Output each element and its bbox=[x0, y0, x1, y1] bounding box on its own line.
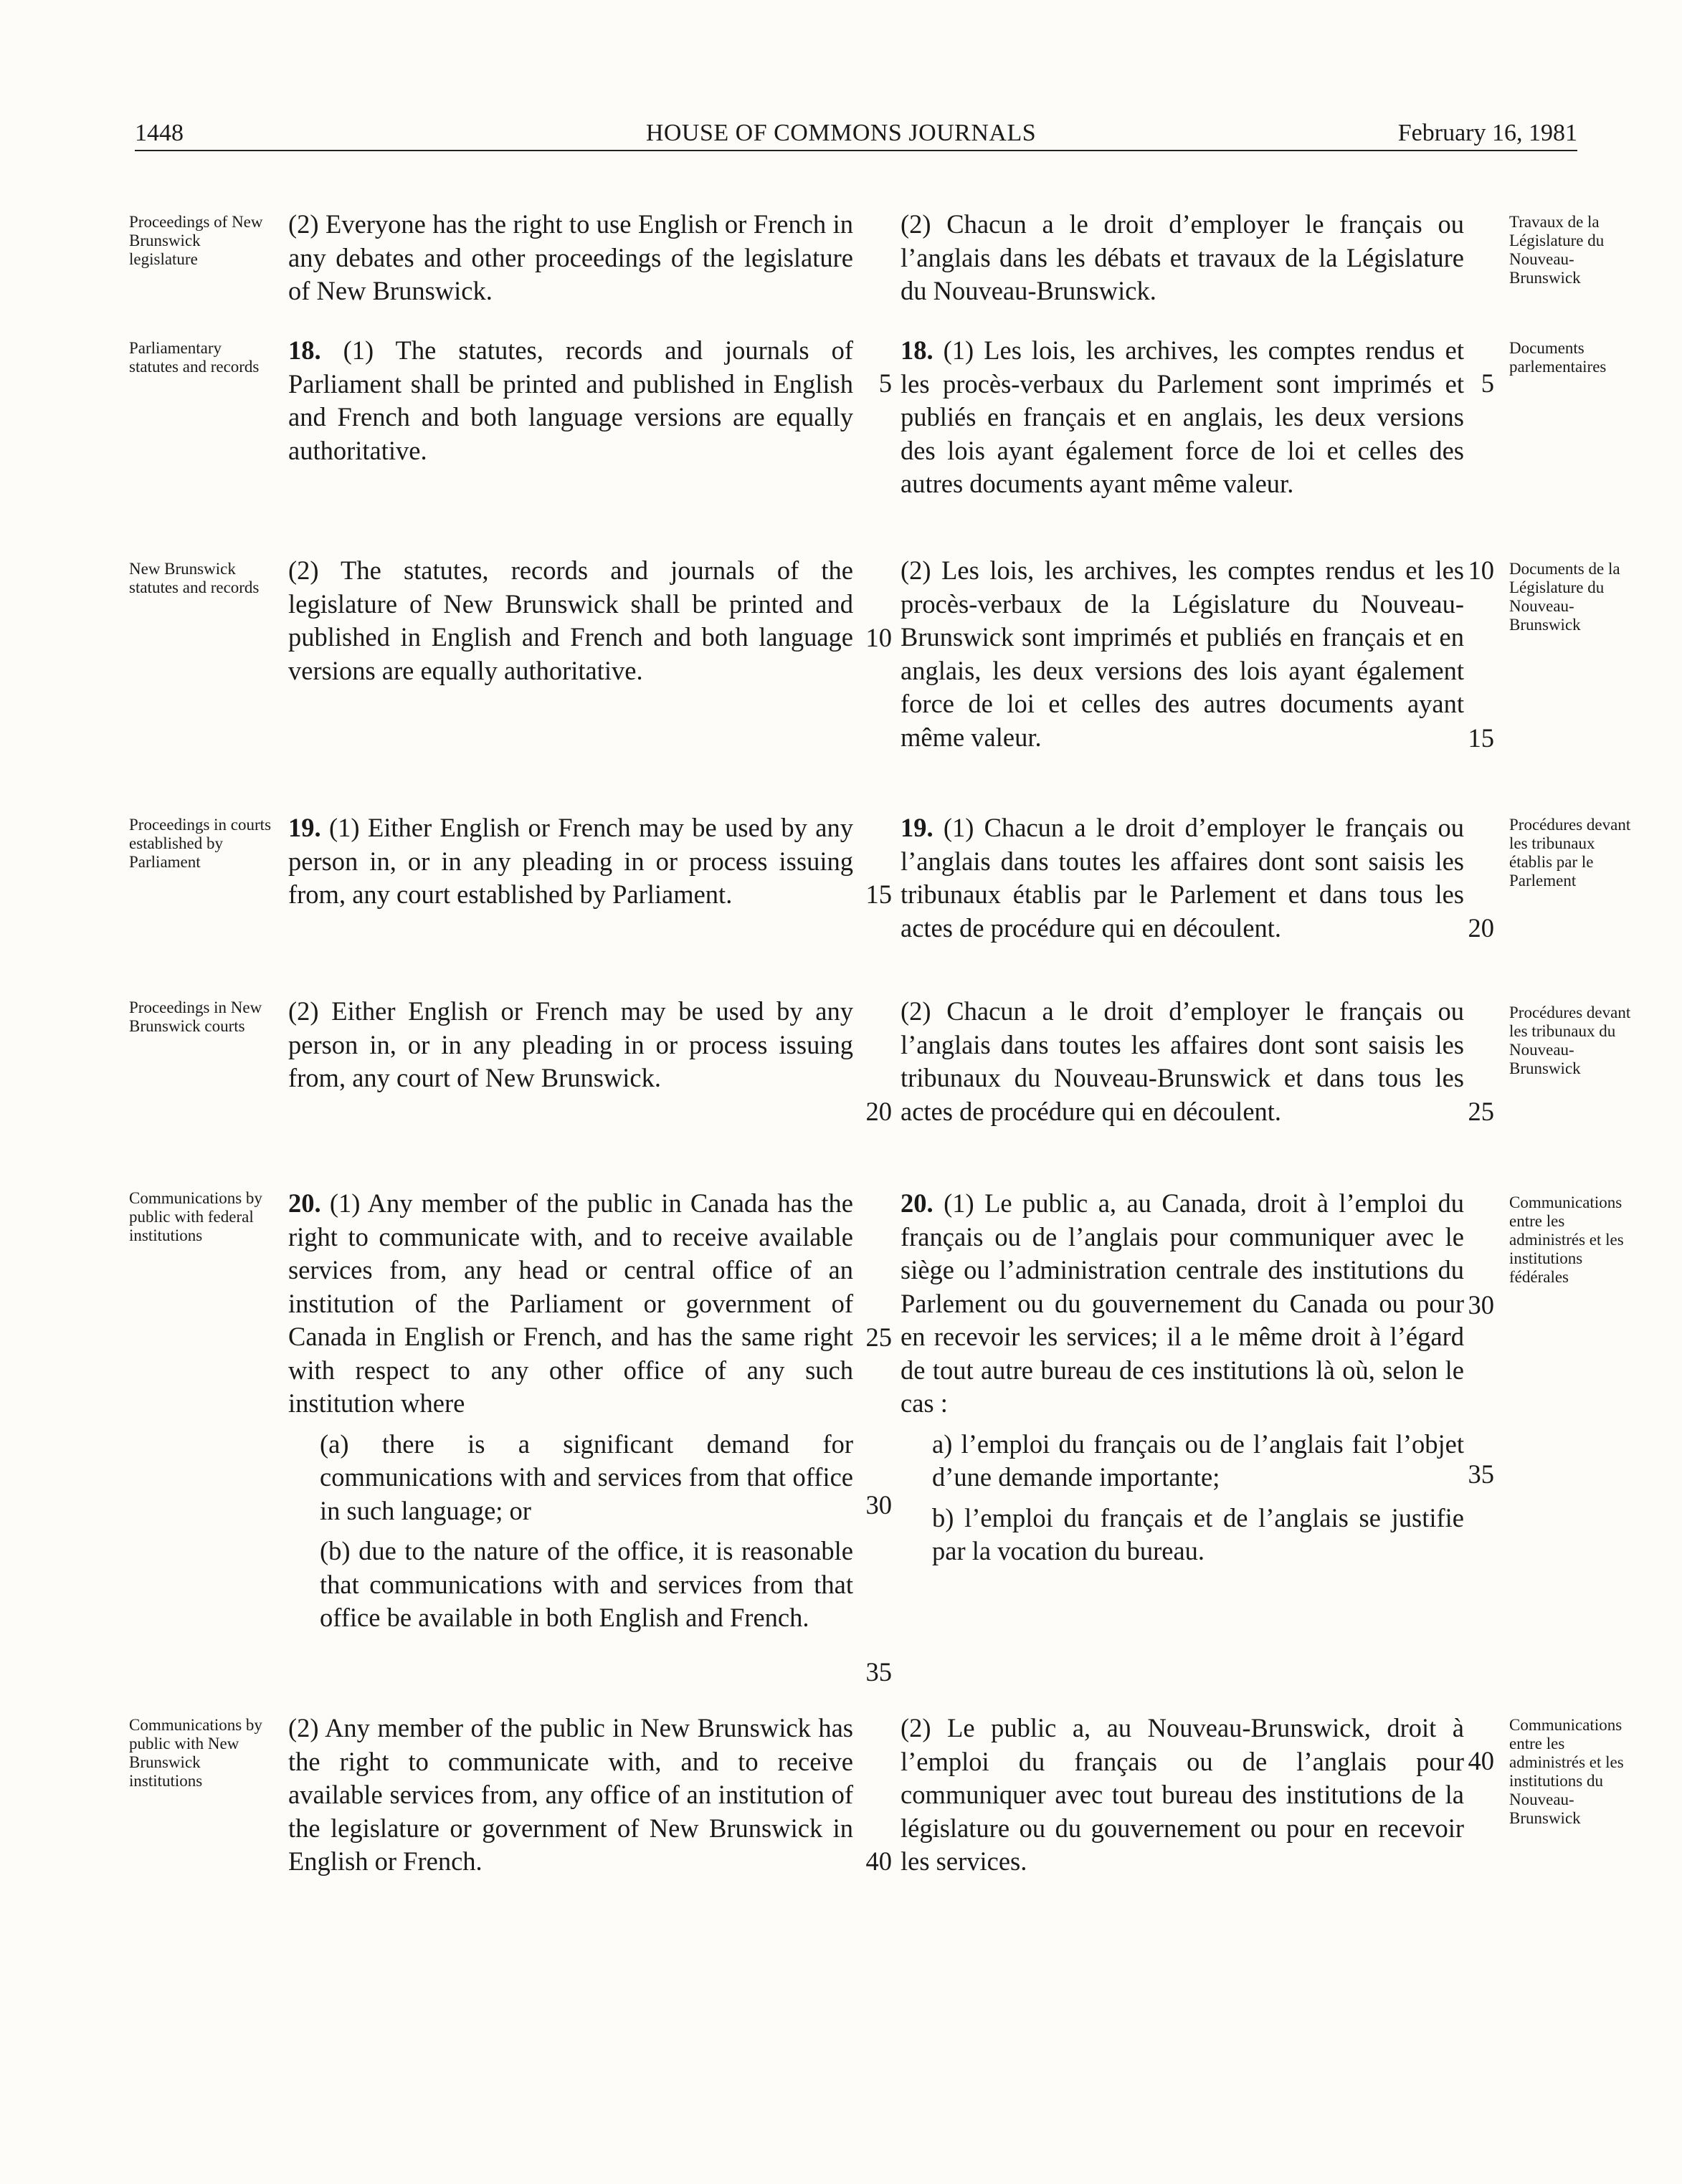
margin-note-en: New Brunswick statutes and records bbox=[129, 560, 260, 596]
paragraph-en: (1) The statutes, records and journals of Parliament shall be printed and published in English and French and both language versions are equally authoritative. bbox=[288, 335, 853, 465]
section-text-en bbox=[288, 1712, 853, 1879]
line-number-en: 20 bbox=[865, 1097, 892, 1126]
clause-a-en: (a) there is a significant demand for communications with and services from that office in such language; or bbox=[320, 1429, 854, 1525]
line-number-fr: 25 bbox=[1468, 1097, 1494, 1126]
line-number-en: 10 bbox=[865, 623, 892, 652]
journal-title: HOUSE OF COMMONS JOURNALS bbox=[645, 120, 1037, 146]
section-text-en bbox=[288, 995, 853, 1095]
paragraph-fr: (1) Les lois, les archives, les comptes rendus et les procès-verbaux du Parlement sont imprimés et publiés en français et en anglais, les deux versions des lois ayant également force de loi et celles des autres documents ayant même valeur. bbox=[901, 335, 1464, 498]
margin-note-en: Communications by public with New Brunswick institutions bbox=[129, 1716, 262, 1790]
section-number: 18. bbox=[288, 335, 321, 365]
clause-b-fr: b) l’emploi du français et de l’anglais se justifie par la vocation du bureau. bbox=[932, 1502, 1465, 1565]
line-number-en: 30 bbox=[865, 1490, 892, 1520]
paragraph-fr: (2) Chacun a le droit d’employer le français ou l’anglais dans les débats et travaux de la Législature du Nouveau-Brunswick. bbox=[901, 209, 1464, 305]
margin-note-fr: Documents parlementaires bbox=[1509, 339, 1607, 376]
section-text-fr bbox=[901, 1712, 1464, 1879]
line-number-en: 35 bbox=[865, 1657, 892, 1687]
paragraph-en: (2) The statutes, records and journals of the legislature of New Brunswick shall be printed and published in English and French and both language versions are equally authoritative. bbox=[288, 555, 853, 685]
margin-note-fr: Communications entre les administrés et les institutions fédérales bbox=[1509, 1193, 1624, 1286]
margin-note-en: Proceedings in New Brunswick courts bbox=[129, 998, 262, 1035]
line-number-fr: 20 bbox=[1468, 913, 1494, 943]
section-text-fr bbox=[901, 334, 1464, 501]
paragraph-fr: (1) Chacun a le droit d’employer le français ou l’anglais dans toutes les affaires dont sont saisis les tribunaux établis par le Parlement et dans tous les actes de procédure qui en découlent. bbox=[901, 813, 1464, 943]
line-number-en: 40 bbox=[865, 1846, 892, 1876]
line-number-en: 25 bbox=[865, 1322, 892, 1352]
margin-note-en: Communications by public with federal institutions bbox=[129, 1189, 262, 1244]
margin-note-fr: Documents de la Législature du Nouveau-Brunswick bbox=[1509, 560, 1620, 634]
paragraph-fr: (2) Chacun a le droit d’employer le français ou l’anglais dans toutes les affaires dont sont saisis les tribunaux du Nouveau-Brunswick et dans tous les actes de procédure qui en découlent. bbox=[901, 996, 1464, 1126]
margin-note-fr: Travaux de la Législature du Nouveau-Brunswick bbox=[1509, 213, 1605, 287]
section-text-fr bbox=[901, 811, 1464, 945]
section-text-fr bbox=[901, 208, 1464, 308]
paragraph-en: (1) Either English or French may be used by any person in, or in any pleading in or process issuing from, any court established by Parliament. bbox=[288, 813, 854, 909]
section-text-en bbox=[288, 554, 853, 687]
margin-note-en: Proceedings in courts established by Parliament bbox=[129, 816, 272, 871]
paragraph-fr: (2) Le public a, au Nouveau-Brunswick, droit à l’emploi du français ou de l’anglais pour communiquer avec tout bureau des institutions de la législature ou du gouvernement ou pour en recevoir les services. bbox=[901, 1713, 1464, 1876]
section-text-fr bbox=[901, 995, 1464, 1128]
line-number-fr: 5 bbox=[1481, 368, 1494, 398]
paragraph-en: (2) Either English or French may be used by any person in, or in any pleading in or process issuing from, any court of New Brunswick. bbox=[288, 996, 853, 1092]
line-number-fr: 10 bbox=[1468, 555, 1494, 585]
section-number: 19. bbox=[288, 813, 321, 842]
margin-note-fr: Communications entre les administrés et les institutions du Nouveau-Brunswick bbox=[1509, 1716, 1624, 1827]
paragraph-en: (2) Any member of the public in New Brunswick has the right to communicate with, and to receive available services from, any office of an institution of the legislature or government of New Brunswick in English or French. bbox=[288, 1713, 853, 1876]
section-text-fr bbox=[901, 554, 1464, 754]
section-text-en bbox=[288, 208, 853, 308]
margin-note-fr: Procédures devant les tribunaux établis par le Parlement bbox=[1509, 816, 1631, 890]
section-number: 18. bbox=[901, 335, 933, 365]
line-number-fr: 35 bbox=[1468, 1459, 1494, 1489]
line-number-en: 15 bbox=[865, 879, 892, 909]
paragraph-en: 20. (1) Any member of the public in Canada has the right to communicate with, and to receive available services from, any head or central office of an institution of the Parliament or government of Canada in English or French, and has the same right with respect to any other office of any such institution where bbox=[288, 1188, 854, 1418]
paragraph-fr: 20. (1) Le public a, au Canada, droit à l’emploi du français ou de l’anglais pour communiquer avec le siège ou l’administration centrale des institutions du Parlement ou du gouvernement du Canada ou pour en recevoir les services; il a le même droit à l’égard de tout autre bureau de ces institutions là où, selon le cas : bbox=[901, 1188, 1464, 1418]
page-number: 1448 bbox=[135, 120, 184, 146]
journal-date: February 16, 1981 bbox=[1397, 120, 1577, 146]
section-number: 20. bbox=[901, 1188, 933, 1218]
line-number-en: 5 bbox=[878, 368, 892, 398]
paragraph-fr: (2) Les lois, les archives, les comptes rendus et les procès-verbaux de la Législature du Nouveau-Brunswick sont imprimés et publiés en français et en anglais, les deux versions des lois ayant également force de loi et celles des autres documents ayant même valeur. bbox=[901, 555, 1464, 752]
line-number-fr: 40 bbox=[1468, 1746, 1494, 1775]
section-text-en bbox=[288, 1187, 853, 1635]
clause-a-fr: a) l’emploi du français ou de l’anglais fait l’objet d’une demande importante; bbox=[932, 1429, 1464, 1492]
section-number: 19. bbox=[901, 813, 933, 842]
margin-note-en: Proceedings of New Brunswick legislature bbox=[129, 213, 263, 268]
line-number-fr: 30 bbox=[1468, 1290, 1494, 1320]
margin-note-en: Parliamentary statutes and records bbox=[129, 339, 260, 376]
margin-note-fr: Procédures devant les tribunaux du Nouveau-Brunswick bbox=[1509, 1003, 1631, 1077]
section-text-en bbox=[288, 334, 853, 467]
section-text-en bbox=[288, 811, 853, 912]
paragraph-en: (2) Everyone has the right to use English or French in any debates and other proceedings of the legislature of New Brunswick. bbox=[288, 209, 853, 305]
header-rule bbox=[135, 150, 1577, 151]
line-number-fr: 15 bbox=[1468, 723, 1494, 753]
clause-b-en: (b) due to the nature of the office, it is reasonable that communications with and services from that office be available in both English and French. bbox=[320, 1536, 853, 1632]
section-text-fr bbox=[901, 1187, 1464, 1568]
section-number: 20. bbox=[288, 1188, 321, 1218]
